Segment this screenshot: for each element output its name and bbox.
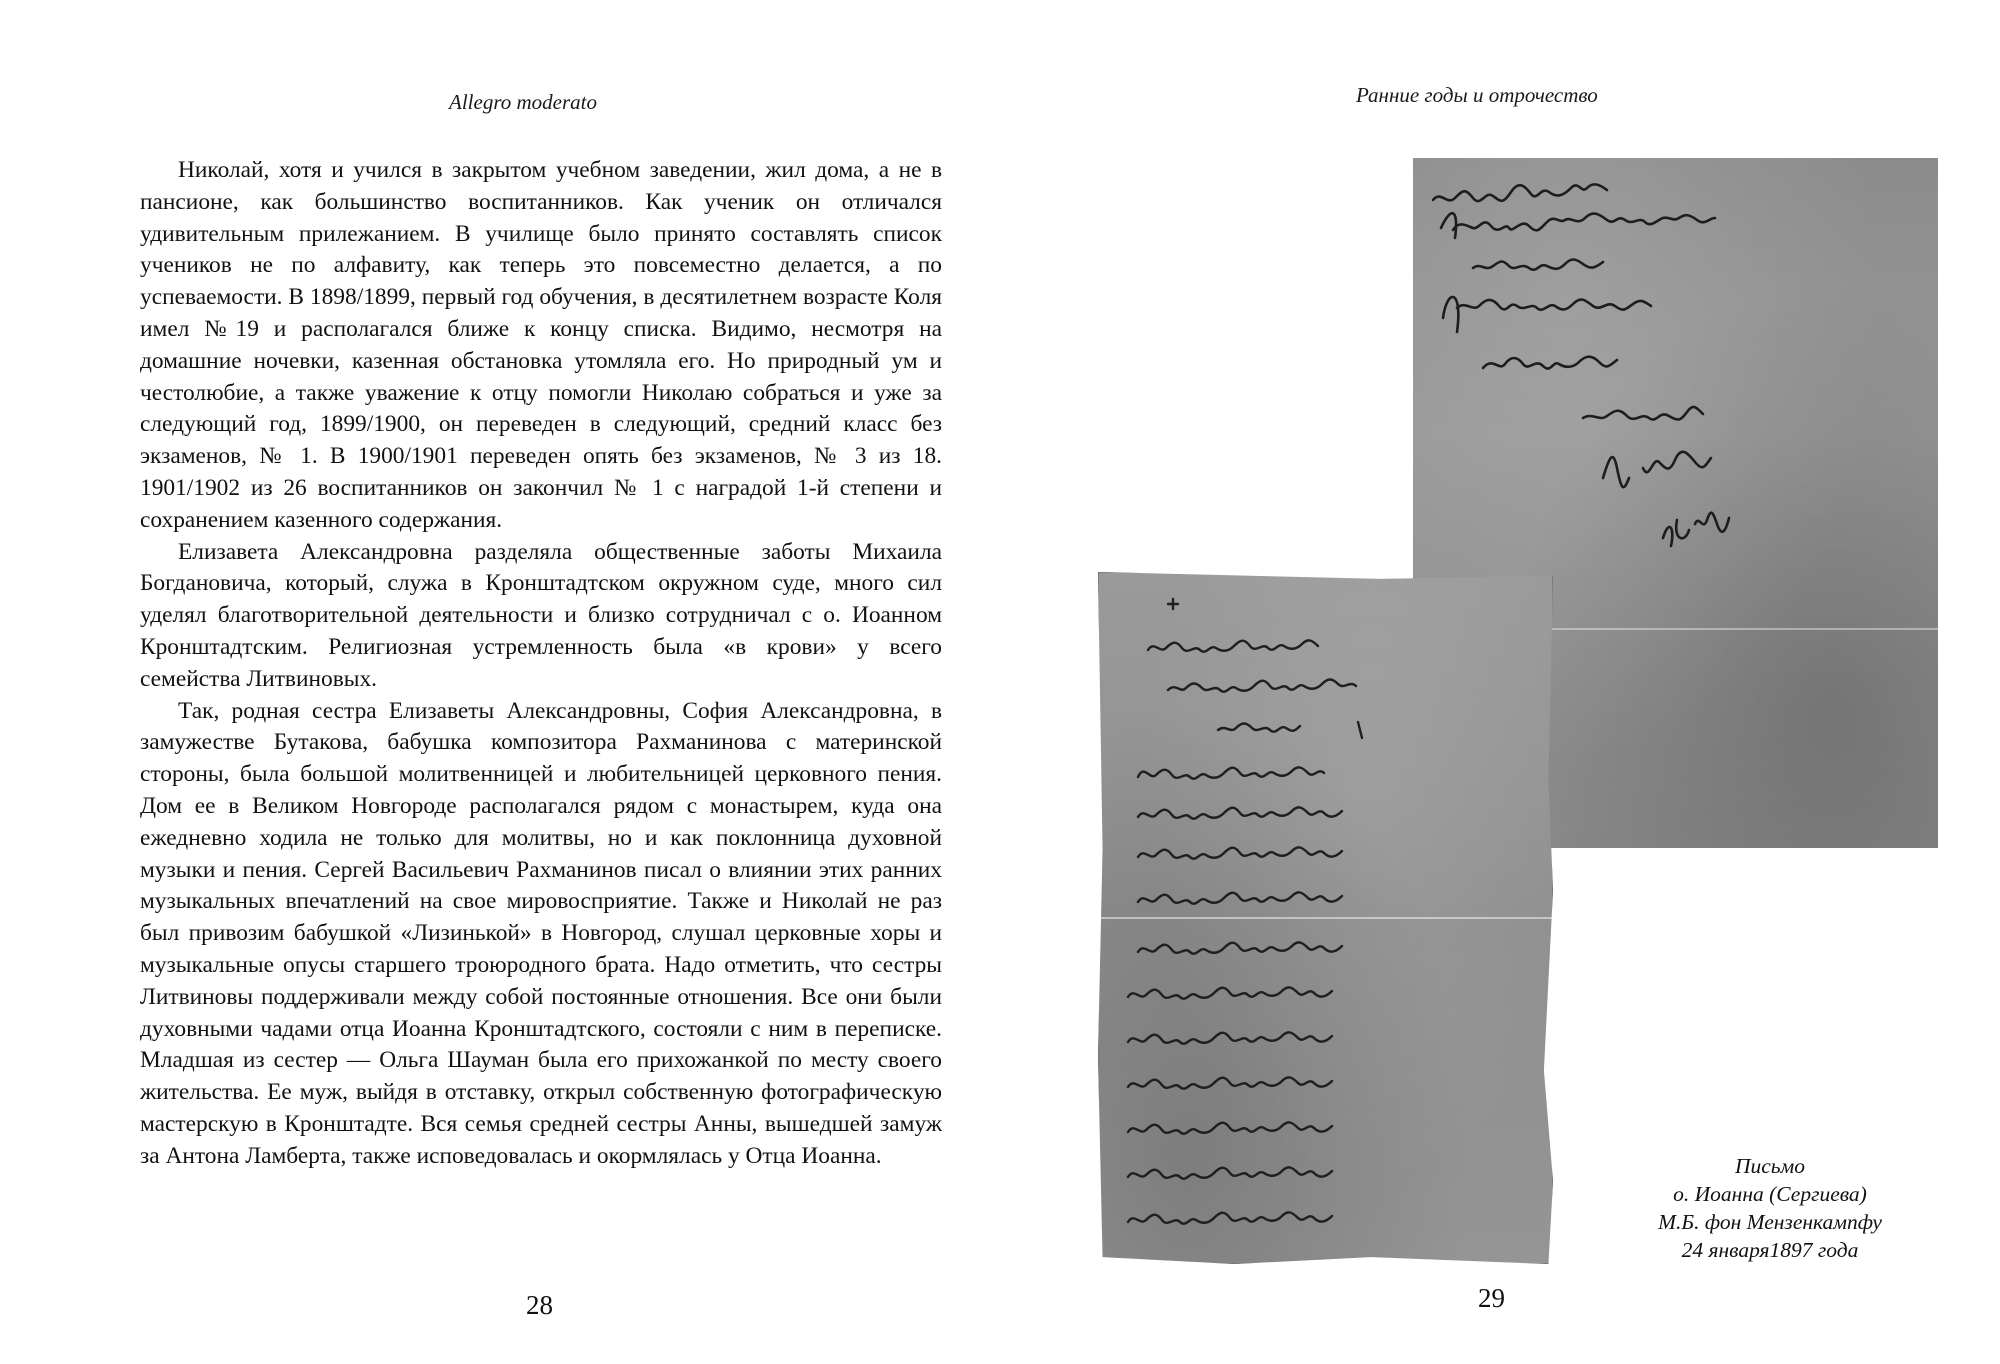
running-head-right: Ранние годы и отрочество [1356,83,1598,107]
right-page [1060,0,2000,1364]
caption-line-3: М.Б. фон Мензенкампфу [1658,1210,1882,1234]
caption-line-4: 24 января1897 года [1681,1238,1859,1262]
photo-caption [1580,1152,1960,1264]
page-number-left: 28 [526,1290,553,1320]
page-number-right: 29 [1478,1283,1505,1313]
paragraph-2: Елизавета Александровна разделяла общественные заботы Михаила Богдановича, который, служа в Кронштадтском окружном суде, много сил уделял благотворительной деятельности и близко сотрудничал с о. Иоанном Кронштадтским. Религиозная устремленность была «в крови» у всего семейства Литвиновых. [140,538,942,692]
letter-photo-front [1098,572,1553,1264]
running-head-left: Allegro moderato [449,90,597,114]
fold-line [1098,917,1553,919]
body-text [140,155,942,1173]
caption-line-2: о. Иоанна (Сергиева) [1673,1182,1867,1206]
paragraph-1: Николай, хотя и учился в закрытом учебном заведении, жил дома, а не в пансионе, как большинство воспитанников. Как ученик он отличался удивительным прилежанием. В училище было принято составлять список учеников не по алфавиту, как теперь это повсеместно делается, а по успеваемости. В 1898/1899, первый год обучения, в десятилетнем возрасте Коля имел №19 и располагался ближе к концу списка. Видимо, несмотря на домашние ночевки, казенная обстановка утомляла его. Но природный ум и честолюбие, а также уважение к отцу помогли Николаю собраться и уже за следующий год, 1899/1900, он переведен в следующий, средний класс без экзаменов, № 1. В 1900/1901 переведен опять без экзаменов, № 3 из 18. 1901/1902 из 26 воспитанников он закончил № 1 с наградой 1-й степени и сохранением казенного содержания. [140,157,942,533]
caption-line-1: Письмо [1734,1154,1806,1178]
paragraph-3: Так, родная сестра Елизаветы Александровны, София Александровна, в замужестве Бутакова, бабушка композитора Рахманинова с материнской стороны, была большой молитвенницей и любительницей церковного пения. Дом ее в Великом Новгороде располагался рядом с монастырем, куда она ежедневно ходила не только для молитвы, но и как поклонница духовной музыки и пения. Сергей Васильевич Рахманинов писал о влиянии этих ранних музыкальных впечатлений на свое мировосприятие. Также и Николай не раз был привозим бабушкой «Лизинькой» в Новгород, слушал церковные хоры и музыкальные опусы старшего троюродного брата. Надо отметить, что сестры Литвиновы поддерживали между собой постоянные отношения. Все они были духовными чадами отца Иоанна Кронштадтского, состояли с ним в переписке. Младшая из сестер — Ольга Шауман была его прихожанкой по месту своего жительства. Ее муж, выйдя в отставку, открыл собственную фотографическую мастерскую в Кронштадте. Вся семья средней сестры Анны, вышедшей замуж за Антона Ламберта, также исповедовалась и окормлялась у Отца Иоанна. [140,697,942,1169]
